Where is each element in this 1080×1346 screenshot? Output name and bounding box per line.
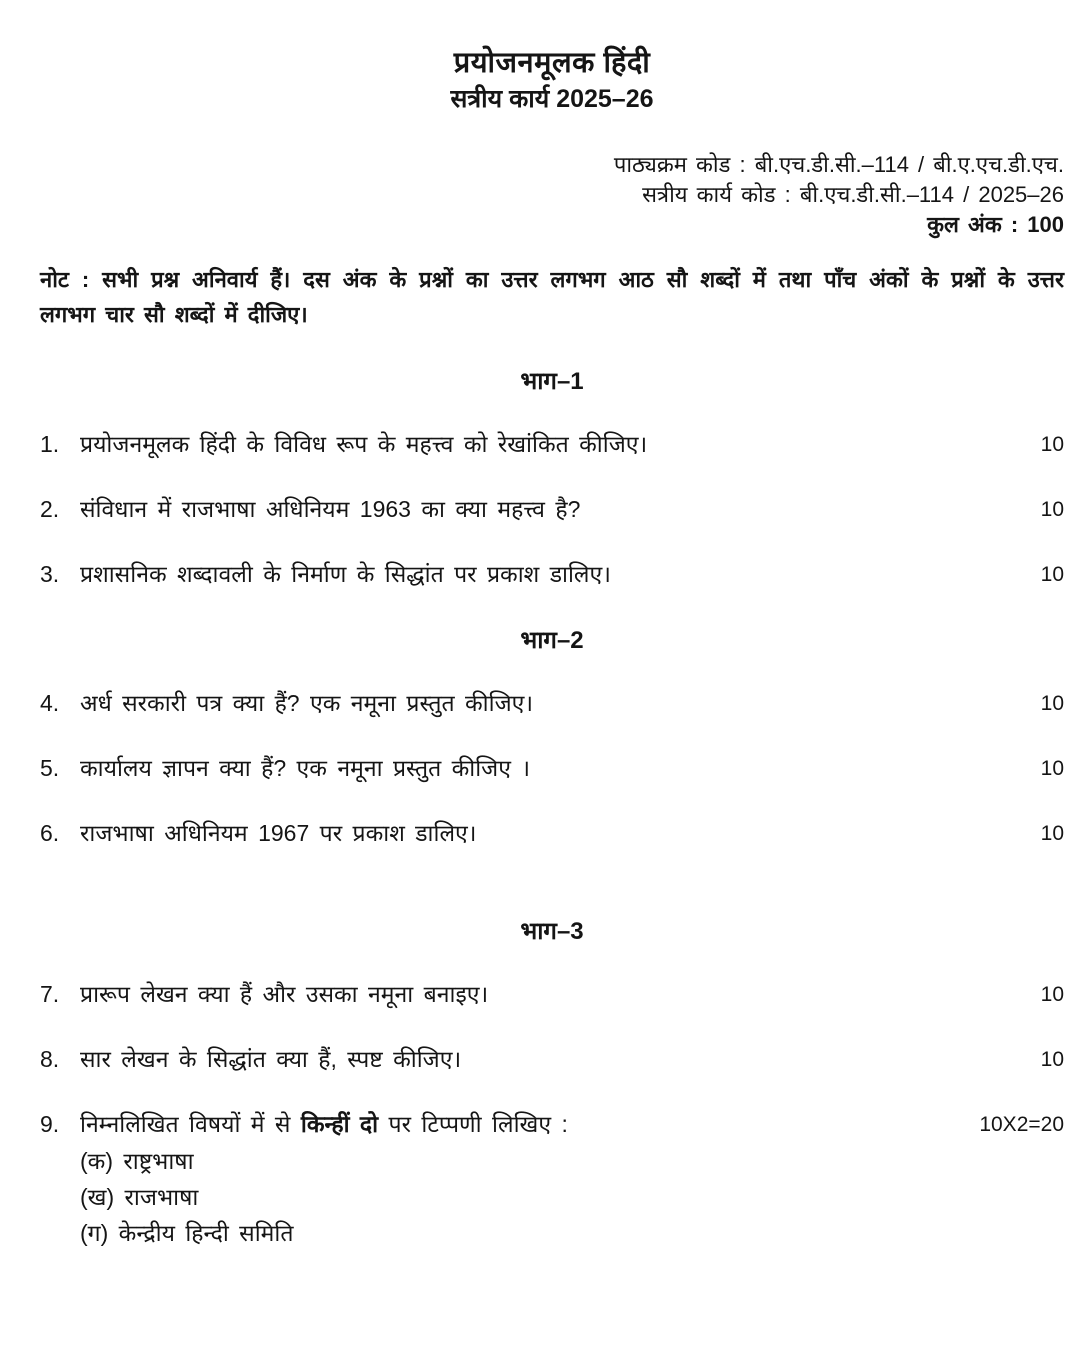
course-info-block <box>40 150 1064 240</box>
question-number: 2. <box>40 496 60 522</box>
question-marks: 10 <box>1040 822 1064 845</box>
page-subtitle: सत्रीय कार्य 2025–26 <box>450 85 654 113</box>
question-number: 7. <box>40 981 60 1007</box>
section-heading-part-1: भाग–1 <box>520 368 584 395</box>
question-marks: 10 <box>1040 498 1064 521</box>
question-2 <box>40 493 1064 526</box>
instructions-note: नोट : सभी प्रश्न अनिवार्य हैं। दस अंक के प्रश्नों का उत्तर लगभग आठ सौ शब्दों में तथा पाँच अंकों के प्रश्नों के उत्तर लगभग चार सौ शब्दों में दीजिए। <box>40 267 1064 327</box>
question-7 <box>40 978 1064 1011</box>
option-ga: (ग) केन्द्रीय हिन्दी समिति <box>80 1220 294 1246</box>
question-9 <box>40 1108 1064 1251</box>
question-number: 8. <box>40 1046 60 1072</box>
question-6 <box>40 817 1064 850</box>
question-marks: 10 <box>1040 983 1064 1006</box>
question-text-prefix: निम्नलिखित विषयों में से <box>80 1111 301 1137</box>
question-text: राजभाषा अधिनियम 1967 पर प्रकाश डालिए। <box>80 820 477 846</box>
question-3 <box>40 558 1064 591</box>
question-text: संविधान में राजभाषा अधिनियम 1963 का क्या महत्त्व है? <box>80 496 581 522</box>
assignment-code-line: सत्रीय कार्य कोड : बी.एच.डी.सी.–114 / 2025–26 <box>642 182 1064 207</box>
option-kha: (ख) राजभाषा <box>80 1184 199 1210</box>
question-number: 6. <box>40 820 60 846</box>
question-text: अर्ध सरकारी पत्र क्या हैं? एक नमूना प्रस्तुत कीजिए। <box>80 690 534 716</box>
question-text-suffix: पर टिप्पणी लिखिए : <box>378 1111 568 1137</box>
question-1 <box>40 428 1064 461</box>
question-5 <box>40 752 1064 785</box>
question-text-emphasis: किन्हीं दो <box>300 1111 379 1137</box>
question-text: सार लेखन के सिद्धांत क्या हैं, स्पष्ट कीजिए। <box>80 1046 462 1072</box>
course-code-line: पाठ्यक्रम कोड : बी.एच.डी.सी.–114 / बी.ए.एच.डी.एच. <box>613 152 1064 177</box>
question-text: कार्यालय ज्ञापन क्या हैं? एक नमूना प्रस्तुत कीजिए । <box>80 755 531 781</box>
question-text: प्रयोजनमूलक हिंदी के विविध रूप के महत्त्व को रेखांकित कीजिए। <box>80 431 648 457</box>
question-number: 9. <box>40 1111 60 1137</box>
question-text: प्रशासनिक शब्दावली के निर्माण के सिद्धांत पर प्रकाश डालिए। <box>80 561 611 587</box>
question-marks: 10 <box>1040 692 1064 715</box>
section-heading-part-2: भाग–2 <box>520 627 584 654</box>
question-text: प्रारूप लेखन क्या हैं और उसका नमूना बनाइए। <box>80 981 489 1007</box>
section-part-3 <box>40 916 1064 1251</box>
section-heading-part-3: भाग–3 <box>520 918 584 945</box>
question-9-options <box>80 1143 956 1251</box>
question-marks: 10 <box>1040 433 1064 456</box>
option-ka: (क) राष्ट्रभाषा <box>80 1148 194 1174</box>
question-number: 1. <box>40 431 60 457</box>
question-marks: 10 <box>1040 1048 1064 1071</box>
question-number: 3. <box>40 561 60 587</box>
question-marks: 10 <box>1040 757 1064 780</box>
question-marks: 10X2=20 <box>979 1113 1064 1136</box>
question-number: 4. <box>40 690 60 716</box>
question-4 <box>40 687 1064 720</box>
question-number: 5. <box>40 755 60 781</box>
page-title: प्रयोजनमूलक हिंदी <box>453 47 651 79</box>
question-marks: 10 <box>1040 563 1064 586</box>
section-part-2 <box>40 625 1064 850</box>
question-text <box>80 1108 972 1251</box>
section-part-1 <box>40 366 1064 591</box>
total-marks-line: कुल अंक : 100 <box>927 212 1064 237</box>
question-8 <box>40 1043 1064 1076</box>
